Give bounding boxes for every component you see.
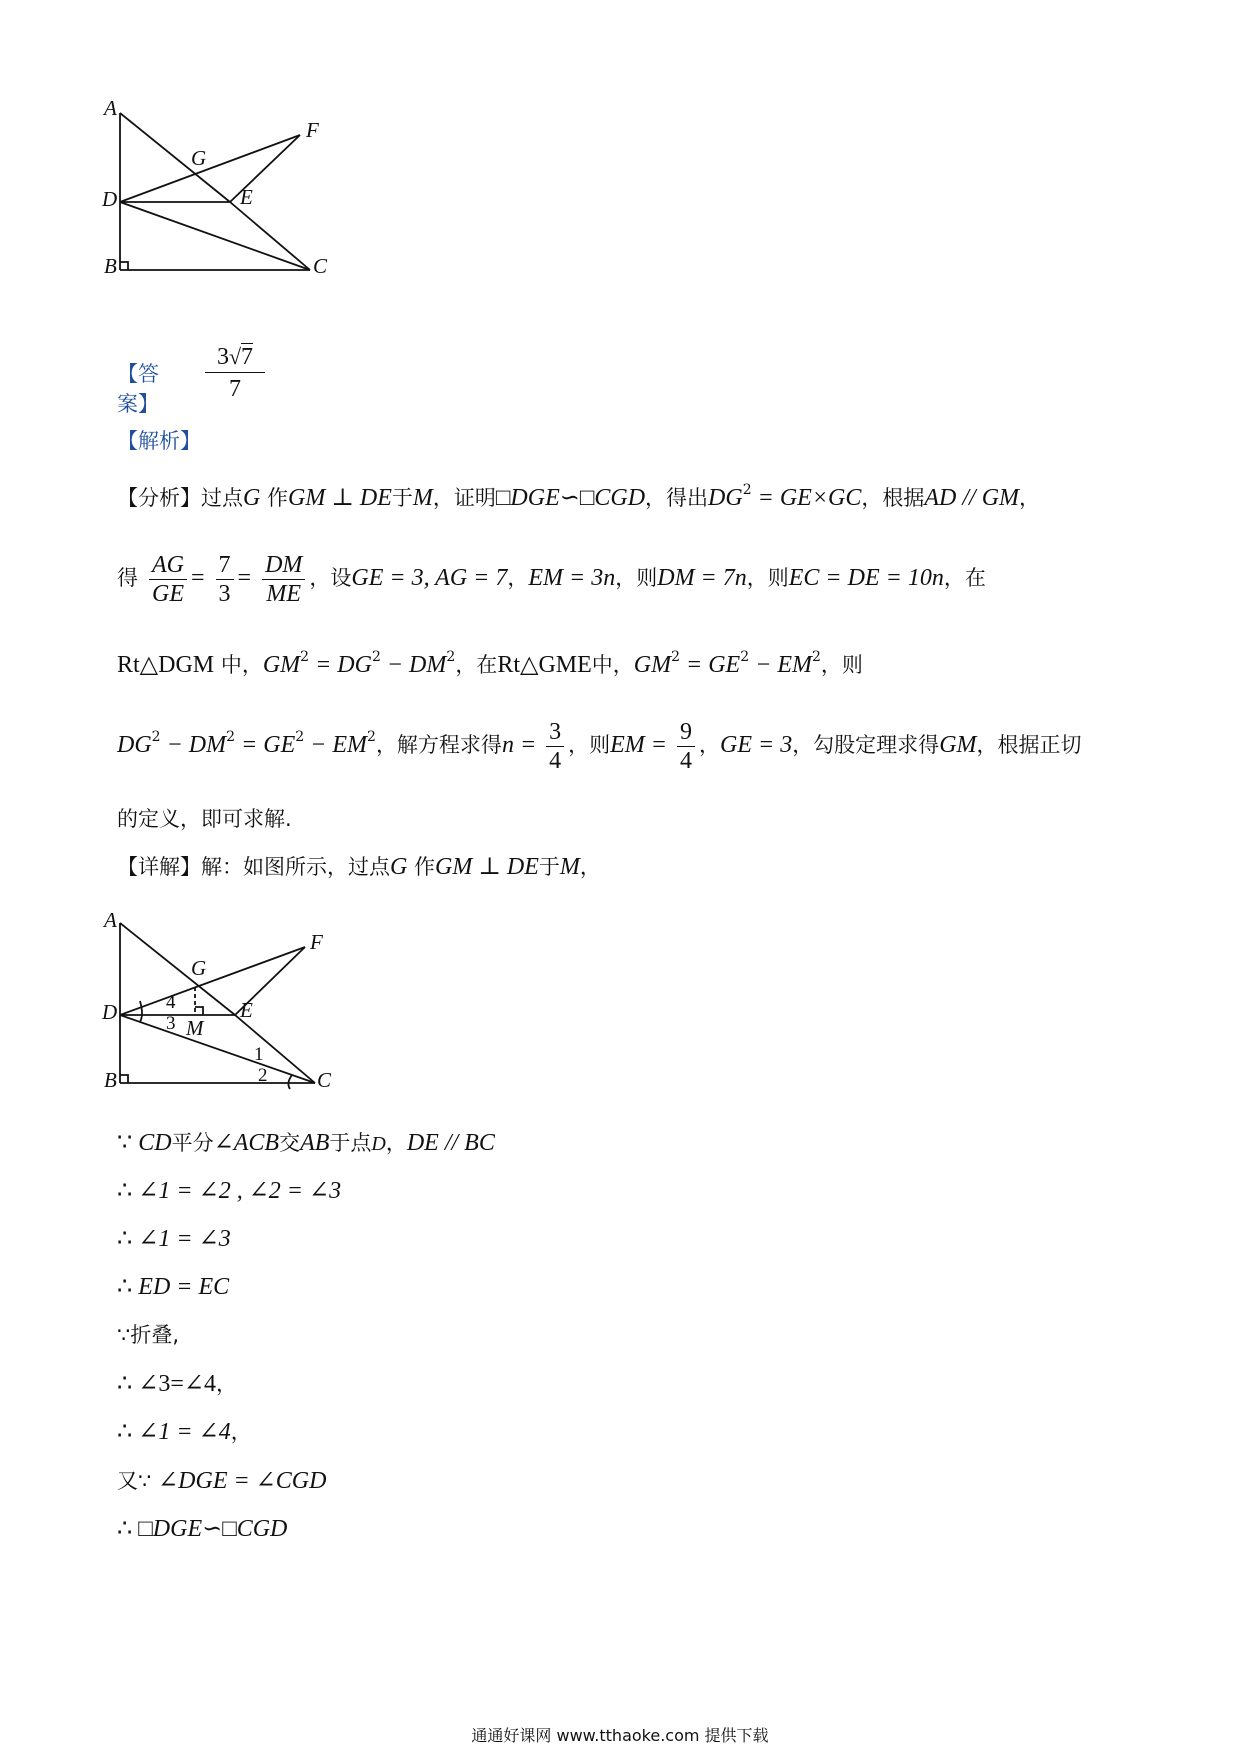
answer-tag: 【答案】 — [117, 362, 159, 416]
angle-label-4: 4 — [166, 992, 176, 1013]
fraction-3-4: $\frac{3}{4}$ — [546, 718, 564, 775]
right-angle-mark — [120, 262, 128, 270]
segment-DF — [120, 947, 305, 1015]
label-D: D — [102, 187, 118, 211]
segment-DF — [120, 135, 300, 202]
fraction-dm-me: $\frac{DM}{ME}$ — [262, 551, 305, 608]
answer-numerator: 3√7 — [205, 342, 265, 373]
geometry-figure-1 — [100, 95, 360, 305]
fenxi-line-2: 得 $\frac{AG}{GE}$ = $\frac{7}{3}$ = $\frac{DM}{ME}$ ，设GE = 3, AG = 7，EM = 3n，则DM = 7n，则EC = DE = 10n，在 — [117, 551, 986, 607]
segment-AE — [120, 113, 230, 202]
angle-label-1: 1 — [254, 1044, 264, 1065]
angle-arc-1-2 — [288, 1075, 292, 1089]
label-F: F — [310, 930, 323, 954]
label-F: F — [306, 118, 319, 142]
analysis-tag: 【解析】 — [117, 429, 201, 453]
geometry-figure-2 — [100, 905, 380, 1115]
answer-denominator: 7 — [229, 376, 241, 402]
step-4: ∴ ED = EC — [117, 1274, 230, 1300]
segment-DC — [120, 1015, 315, 1083]
step-3: ∴ ∠1 = ∠3 — [117, 1226, 231, 1252]
angle-label-2: 2 — [258, 1065, 268, 1086]
angle-arc-3-4 — [140, 1001, 142, 1022]
step-1: ∵ CD平分∠ACB交AB于点D，DE // BC — [117, 1130, 495, 1156]
label-M: M — [186, 1016, 204, 1040]
label-D: D — [102, 1000, 118, 1024]
label-G: G — [191, 956, 207, 980]
segment-AE — [120, 923, 235, 1015]
right-angle-mark-M — [195, 1007, 203, 1015]
right-angle-mark — [120, 1075, 128, 1083]
label-E: E — [240, 998, 253, 1022]
step-6: ∴ ∠3=∠4， — [117, 1371, 238, 1397]
segment-EC — [235, 1015, 315, 1083]
label-A: A — [104, 96, 117, 120]
label-B: B — [104, 254, 117, 278]
fenxi-line-4: $DG^2 - DM^2 = GE^2 - EM^2$，解方程求得n = $\frac{3}{4}$ ，则EM = $\frac{9}{4}$ ，GE = 3，勾股定理求得GM，根据正切 — [117, 718, 1082, 774]
fenxi-line-3: Rt△DGM 中，$GM^2 = DG^2 - DM^2$，在Rt△GME中，$GM^2 = GE^2 - EM^2$，则 — [117, 649, 863, 678]
fenxi-line-1: 【分析】过点G 作GM ⊥ DE于M，证明□DGE∽□CGD，得出$DG^2 = GE\times GC$，根据AD // GM， — [117, 482, 1041, 511]
step-8: 又∵ ∠DGE = ∠CGD — [117, 1468, 327, 1494]
xiangjie-line-1: 【详解】解：如图所示，过点G 作GM ⊥ DE于M， — [117, 854, 601, 880]
fraction-ag-ge: $\frac{AG}{GE}$ — [149, 551, 187, 608]
label-B: B — [104, 1068, 117, 1092]
fraction-9-4: $\frac{9}{4}$ — [677, 718, 695, 775]
angle-label-3: 3 — [166, 1013, 176, 1034]
fraction-7-3: $\frac{7}{3}$ — [216, 551, 234, 608]
label-E: E — [240, 185, 253, 209]
label-G: G — [191, 146, 207, 170]
step-5: ∵折叠, — [117, 1323, 180, 1347]
page-footer: 通通好课网 www.tthaoke.com 提供下载 — [471, 1726, 769, 1745]
step-2: ∴ ∠1 = ∠2 , ∠2 = ∠3 — [117, 1178, 342, 1204]
segment-DC — [120, 202, 310, 270]
label-C: C — [317, 1068, 332, 1092]
fenxi-line-5: 的定义，即可求解. — [117, 807, 292, 831]
segment-EC — [230, 202, 310, 270]
label-C: C — [313, 254, 328, 278]
step-7: ∴ ∠1 = ∠4， — [117, 1419, 252, 1445]
step-9: ∴ □DGE∽□CGD — [117, 1516, 288, 1542]
label-A: A — [104, 908, 117, 932]
